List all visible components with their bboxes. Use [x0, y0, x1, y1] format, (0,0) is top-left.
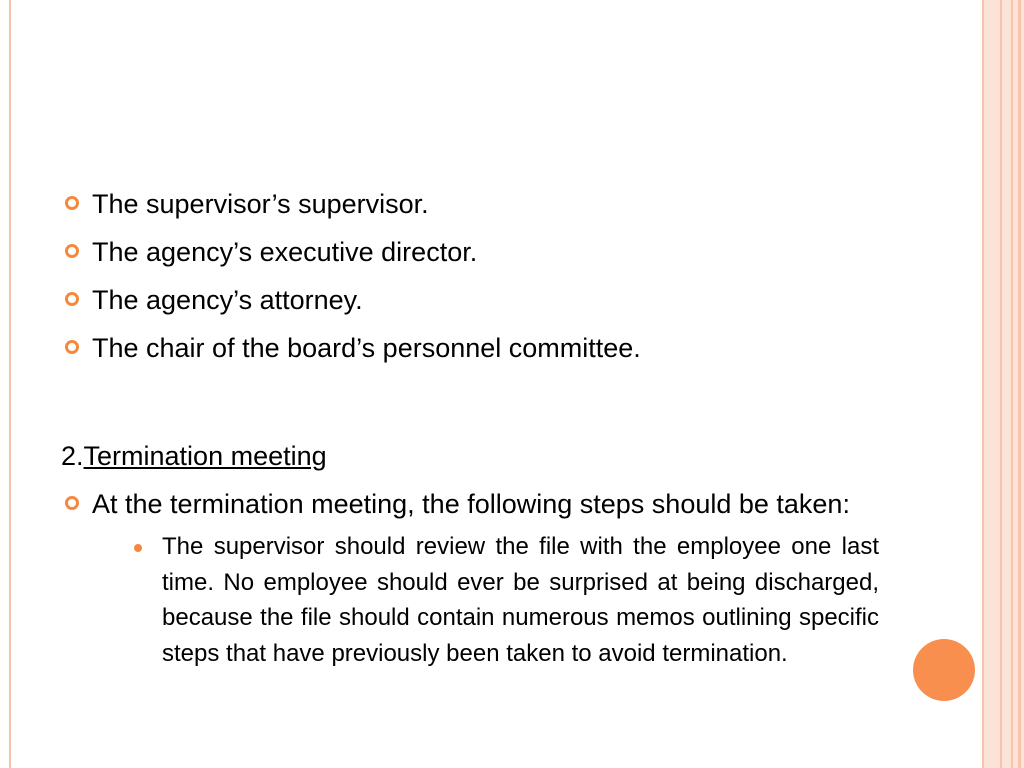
steps-intro-text: At the termination meeting, the following steps should be taken: — [92, 489, 850, 519]
sub-bullet-item — [162, 529, 879, 671]
bullet-text: The supervisor’s supervisor. — [92, 189, 429, 219]
list-item — [64, 328, 879, 368]
ring-bullet-icon — [65, 196, 79, 210]
bullet-text: The agency’s executive director. — [92, 237, 478, 267]
list-item — [64, 232, 879, 272]
right-border-line — [982, 0, 984, 768]
right-border-line — [1018, 0, 1021, 768]
ring-bullet-icon — [65, 292, 79, 306]
right-border-line — [1011, 0, 1013, 768]
bullet-list — [64, 184, 879, 376]
ring-bullet-icon — [65, 244, 79, 258]
list-item — [64, 484, 879, 671]
right-border-line — [1000, 0, 1002, 768]
sub-bullet-text: The supervisor should review the file with the employee one last time. No employee should ever be surprised at being discharged, because the file should contain numerous memos outlining specific steps that have previously been taken to avoid termination. — [162, 533, 879, 667]
ring-bullet-icon — [65, 496, 79, 510]
decorative-circle — [913, 639, 975, 701]
left-border-line — [9, 0, 11, 768]
bullet-text: The chair of the board’s personnel committee. — [92, 333, 641, 363]
dot-bullet-icon — [134, 544, 142, 552]
list-item — [64, 184, 879, 224]
section-heading — [61, 436, 327, 476]
bullet-text: The agency’s attorney. — [92, 285, 363, 315]
list-item — [64, 280, 879, 320]
steps-list — [64, 484, 879, 679]
section-number: 2. — [61, 441, 84, 471]
ring-bullet-icon — [65, 340, 79, 354]
section-title: Termination meeting — [83, 441, 327, 471]
